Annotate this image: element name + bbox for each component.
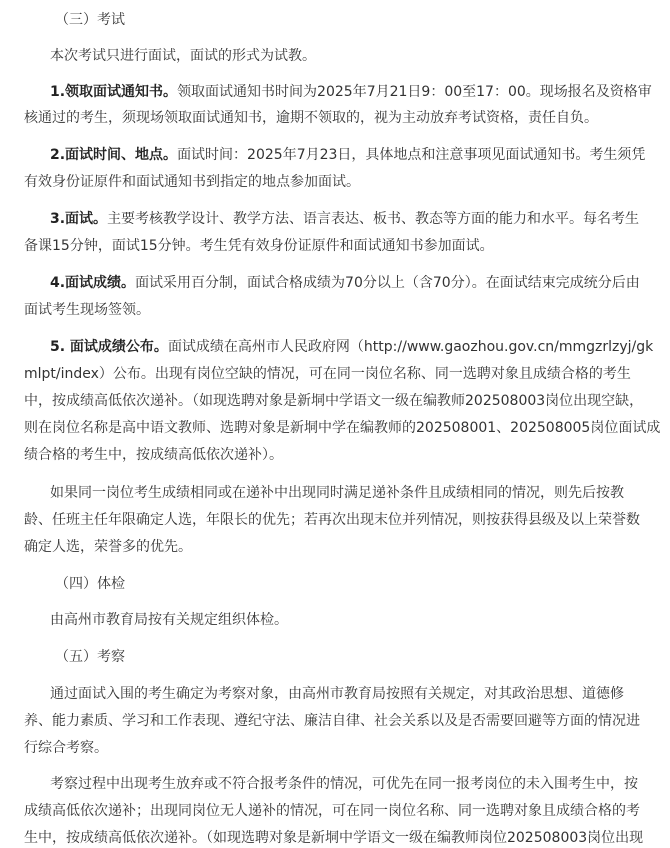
item2-line2: 有效身份证原件和面试通知书到指定的地点参加面试。	[24, 174, 360, 190]
item2-line1	[50, 146, 670, 164]
item1-line2: 核通过的考生，须现场领取面试通知书，逾期不领取的，视为主动放弃考试资格，责任自负。	[24, 110, 598, 126]
item1-text1: 领取面试通知书时间为2025年7月21日9：00至17：00。现场报名及资格审	[177, 84, 652, 100]
item5-line3: 中，按成绩高低依次递补。（如现选聘对象是新垌中学语文一级在编教师202508003岗位出现空缺，	[24, 393, 644, 409]
item5-line4: 则在岗位名称是高中语文教师、选聘对象是新垌中学在编教师的202508001、202508005岗位面试成	[24, 420, 661, 436]
inspection-p2-line1: 考察过程中出现考生放弃或不符合报考条件的情况，可优先在同一报考岗位的未入围考生中，按	[50, 776, 638, 792]
item3-line2: 备课15分钟，面试15分钟。考生凭有效身份证原件和面试通知书参加面试。	[24, 238, 494, 254]
item3-text1: 主要考核教学设计、教学方法、语言表达、板书、教态等方面的能力和水平。每名考生	[107, 211, 640, 227]
item5-text1: 面试成绩在高州市人民政府网（http://www.gaozhou.gov.cn/mmgzrlzyj/gk	[167, 339, 654, 355]
item5-line2: mlpt/index）公布。出现有岗位空缺的情况，可在同一岗位名称、同一选聘对象且成绩合格的考生	[24, 366, 631, 382]
paragraph-intro: 本次考试只进行面试，面试的形式为试教。	[50, 48, 316, 64]
inspection-p2-line2: 成绩高低依次递补；出现同岗位无人递补的情况，可在同一岗位名称、同一选聘对象且成绩合格的考	[24, 803, 640, 819]
section-heading-inspection: （五）考察	[55, 649, 125, 665]
item5-title: 5. 面试成绩公布。	[50, 339, 168, 355]
tie-line1: 如果同一岗位考生成绩相同或在递补中出现同时满足递补条件且成绩相同的情况，则先后按教	[50, 485, 624, 501]
tie-line3: 确定人选，荣誉多的优先。	[24, 539, 192, 555]
item5-line1	[50, 338, 670, 356]
item3-title: 3.面试。	[50, 211, 108, 227]
inspection-p2-line3: 生中，按成绩高低依次递补。（如现选聘对象是新垌中学语文一级在编教师岗位202508003岗位出现	[24, 830, 644, 846]
item2-title: 2.面试时间、地点。	[50, 147, 178, 163]
section-heading-exam: （三）考试	[55, 12, 125, 28]
item5-line5: 绩合格的考生中，按成绩高低依次递补）。	[24, 447, 283, 463]
inspection-p1-line1: 通过面试入围的考生确定为考察对象，由高州市教育局按照有关规定，对其政治思想、道德修	[50, 686, 624, 702]
tie-line2: 龄、任班主任年限确定人选，年限长的优先；若再次出现末位并列情况，则按获得县级及以上荣誉数	[24, 512, 640, 528]
item1-line1	[50, 83, 670, 101]
item4-line1	[50, 274, 670, 292]
item4-text1: 面试采用百分制，面试合格成绩为70分以上（含70分）。在面试结束完成统分后由	[135, 275, 640, 291]
item3-line1	[50, 210, 670, 228]
section-heading-health-check: （四）体检	[55, 576, 125, 592]
item4-title: 4.面试成绩。	[50, 275, 136, 291]
item2-text1: 面试时间：2025年7月23日，具体地点和注意事项见面试通知书。考生须凭	[177, 147, 646, 163]
item1-title: 1.领取面试通知书。	[50, 84, 178, 100]
inspection-p1-line3: 行综合考察。	[24, 740, 108, 756]
paragraph-health-check: 由高州市教育局按有关规定组织体检。	[50, 612, 288, 628]
inspection-p1-line2: 养、能力素质、学习和工作表现、遵纪守法、廉洁自律、社会关系以及是否需要回避等方面的情况进	[24, 713, 640, 729]
item4-line2: 面试考生现场签领。	[24, 302, 150, 318]
